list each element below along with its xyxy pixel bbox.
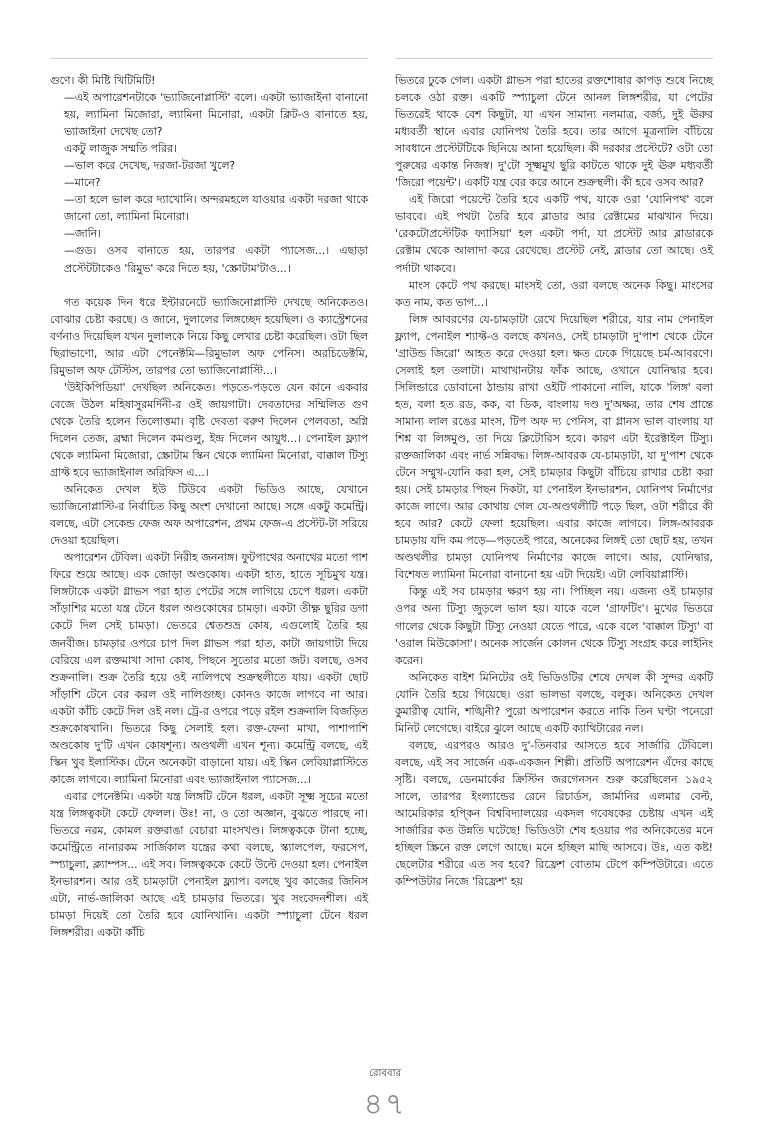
body-paragraph: 'উইকিপিডিয়া' দেখছিল অনিকেত। পড়তে-পড়তে যেন কানে একবার বেজে উঠল মহিষাসুরমর্দিনী-র ওই জায়গাটা। দেবতাদের সম্মিলিত গুণ থেকে তৈরি হলেন তিলোত্তমা। বৃষ্টি দেবতা বরুণ দিলেন পেলবতা, অগ্নি দিলেন তেজ, ব্রহ্মা দিলেন কমণ্ডলু, ইন্দ্র দিলেন আয়ুধ...। পেনাইল ফ্ল্যাপ থেকে ল্যামিনা মিজোরা, স্ক্রোটাম স্কিন থেকে ল্যামিনা মিনোরা, বাক্কাল টিস্যু গ্রাফ্ট হবে ভ্যাজাইনাল অরিফিস এ...। bbox=[50, 380, 368, 480]
dialogue-line: —তা হলে ভাল করে দ্যাখোনি। অন্দরমহলে যাওয়ার একটা দরজা থাকে জানো তো, ল্যামিনা মিনোরা। bbox=[64, 193, 368, 224]
body-paragraph: ভিতরে ঢুকে গেল। একটা গ্লাভস পরা হাতের রক্তশোষার কাপড় শুষে নিচ্ছে চলকে ওঠা রক্ত। একটি স্প্যাচুলা টেনে আনল লিঙ্গশরীর, যা পেটের ভিতরেই থাকে বেশ কিছুটা, যা এখন সামান্য নলমাত্র, বর্জ্য, দুই ঊরুর মধ্যবর্তী স্থানে এবার যোনিপথ তৈরি হবে। তার আগে মূত্রনালি বাঁচিয়ে সাবধানে প্রস্টেটটিকে ছিনিয়ে আনা হয়েছিল। কী দরকার প্রস্টেটে? ওটা তো পুরুষের একান্ত নিজস্ব। দু'টো সূক্ষ্মমুখ ছুরি কাটতে থাকে দুই ঊরু মধ্যবর্তী 'জিরো পয়েন্ট'। একটি যন্ত্র বের করে আনে শুক্রস্থলী। কী হবে ওসব আর? bbox=[395, 74, 713, 190]
body-paragraph: অনিকেত বাইশ মিনিটের ওই ভিডিওটির শেষে দেখল কী সুন্দর একটি যোনি তৈরি হয়ে গিয়েছে। ওরা ভালভা বলছে, বলুক। অনিকেত দেখল কুমারীত্ব যোনি, শঙ্খিনী? পুরো অপারেশন করতে নাকি তিন ঘণ্টা পনেরো মিনিট লেগেছে। বাইরে ঝুলে আছে একটি ক্যাথিটারের নল। bbox=[395, 670, 713, 735]
magazine-name: রোববার bbox=[369, 1068, 401, 1079]
body-paragraph: অপারেশন টেবিল। একটা নিরীহ জননাঙ্গ। ফুটপাথের অনাথের মতো পাশ ফিরে শুয়ে আছে। এক জোড়া অণ্ডকোষ। একটা হাত, হাতে সূচিমুখ যন্ত্র। লিঙ্গটাকে একটা গ্লাভস পরা হাত পেটের সঙ্গে লাগিয়ে চেপে ধরল। একটা সাঁড়াশির মতো যন্ত্র টেনে ধরল অণ্ডকোষের চামড়া। একটা তীক্ষ্ণ ছুরির ডগা কেটে দিল সেই চামড়া। ভেতরে শ্বেতশুভ্র কোষ, এগুলোই তৈরি হয় জনবীজ। চামড়ার ওপরে চাপ দিল গ্লাভস পরা হাত, কাটা জায়গাটা দিয়ে বেরিয়ে এল রক্তমাখা সাদা কোষ, পিছনে সুতোর মতো জট। বলছে, ওসব শুক্রনালি। শুক্র তৈরি হয়ে ওই নালিপথে শুক্রস্থলীতে যায়। একটা ছোট সাঁড়াশি টেনে বের করল ওই নালিগুচ্ছ। কোনও কাজে লাগবে না আর। একটা কাঁচি কেটে দিল ওই নল। ট্রে-র ওপরে পড়ে রইল শুক্রনালি বিজড়িত শুক্রকোষখানি। ভিতরে কিছু সেলাই হল। রক্ত-ফেনা মাখা, পাশাপাশি অণ্ডকোষ দু'টি এখন কোষশূন্য। অণ্ডথলী এখন শূন্য। কমেন্ট্রি বলছে, এই স্কিন খুব ইলাস্টিক। টেনে অনেকটা বাড়ানো যায়। এই স্কিন লেবিয়াপ্লাস্টিতে কাজে লাগবে। ল্যামিনা মিনোরা এবং ভ্যাজাইনাল প্যাসেজ...। bbox=[50, 551, 368, 786]
body-paragraph: কিন্তু এই সব চামড়ার ক্ষরণ হয় না। পিচ্ছিল নয়। এজন্য ওই চামড়ার ওপর অন্য টিস্যু জুড়লে ভাল হয়। যাকে বলে 'গ্রাফটিং'। মুখের ভিতরে গালের থেকে কিছুটা টিস্যু নেওয়া যেতে পারে, একে বলে 'বাক্কাল টিস্যু' বা 'ওরাল মিউকোসা'। অনেক সার্জেন কোলন থেকে টিস্যু সংগ্রহ করে লাইনিং করেন। bbox=[395, 585, 713, 667]
dialogue-line: —এই অপারেশনটাকে 'ভ্যাজিনোপ্লাস্টি' বলে। একটা ভ্যাজাইনা বানানো হয়, ল্যামিনা মিজোরা, ল্যামিনা মিনোরা, একটা ক্লিট-ও বানাতে হয়, ভ্যাজাইনা দেখেছ তো? bbox=[64, 91, 368, 139]
right-column bbox=[395, 72, 713, 890]
body-paragraph: গুণে। কী মিষ্টি খিটিমিটি! bbox=[50, 74, 156, 87]
dialogue-line: একটু লাজুক সম্মতি পরির। bbox=[64, 142, 177, 156]
page-number: ৪৭ bbox=[363, 1087, 407, 1122]
body-paragraph: এই জিরো পয়েন্টে তৈরি হবে একটি পথ, যাকে ওরা 'যোনিপথ' বলে ভাববে। এই পথটা তৈরি হবে ব্লাডার আর রেক্টামের মাঝখান দিয়ে। 'রেকটোপ্রস্টেটিক ফ্যাসিয়া' হল একটা পর্দা, যা প্রস্টেট আর ব্লাডারকে রেক্টাম থেকে আলাদা করে রেখেছে। প্রস্টেট নেই, ব্লাডার তো আছে। ওই পর্দাটা থাকবে। bbox=[395, 193, 713, 275]
dialogue-line: —মানে? bbox=[64, 176, 101, 190]
left-top-rule bbox=[50, 58, 368, 59]
body-paragraph: লিঙ্গ আবরণের যে-চামড়াটা রেখে দিয়েছিল শরীরে, যার নাম পেনাইল ফ্ল্যাপ, পেনাইল শ্যাফ্ট-ও বলছে কখনও, সেই চামড়াটা দু'পাশ থেকে টেনে 'গ্রাউন্ড জিরো' আহত করে দেওয়া হল। ক্ষত ঢেকে গিয়েছে চর্ম-আবরণে। সেলাই হল তলাটা। মাথাখানটায় ফাঁক আছে, ওখানে যোনিদ্বার হবে। সিলিন্ডারে ডোবানো ঠান্ডায় রাখা ওইটি পাকানো নালি, যাকে 'লিঙ্গ' বলা হত, বলা হত রড, কক, বা ডিক, বাংলায় দণ্ড দু'অক্ষর, তার শেষ প্রান্তে সামান্য লাল রঙের মাংস, টিপ অফ দ্য পেনিস, বা গ্লানস ভাল বাংলায় যা শিশ্ন বা লিঙ্গমুণ্ড, তা দিয়ে ক্লিটোরিস হবে। কারণ এটা ইরেক্টাইল টিস্যু। রক্তজালিকা এবং নার্ভ সন্নিবদ্ধ। লিঙ্গ-আবরক যে-চামড়াটা, যা দু'পাশ থেকে টেনে সম্মুখ-যোনি করা হল, সেই চামড়ার কিছুটা বাঁচিয়ে রাখার চেষ্টা করা হয়। সেই চামড়ার পিছন দিকটা, যা পেনাইল ইনভারশন, যোনিপথ নির্মাণের কাজে লাগে। আর কোথায় গেল যে-অণ্ডথলীটি পড়ে ছিল, ওটা শরীরে কী হবে আর? কেটে ফেলা হয়েছিল। এবার কাজে লাগবে। লিঙ্গ-আবরক চামড়ায় যদি কম পড়ে—পড়তেই পারে, অনেকের লিঙ্গই তো ছোট হয়, তখন অণ্ডথলীর চামড়া যোনিপথ নির্মাণের কাজে লাগে। আর, যোনিদ্বার, বিশেষত ল্যামিনা মিনোরা বানানো হয় এটা দিয়েই। এটা লেবিয়াপ্লাস্টি। bbox=[395, 312, 713, 582]
left-column bbox=[50, 72, 368, 941]
body-paragraph: মাংস কেটে পথ করছে। মাংসই তো, ওরা বলছে অনেক কিছু। মাংসের কত নাম, কত ভাগ...। bbox=[395, 278, 713, 309]
body-paragraph: এবার পেনেক্টমি। একটা যন্ত্র লিঙ্গটি টেনে ধরল, একটা সূক্ষ্ম সূচের মতো যন্ত্র লিঙ্গত্বকটা কেটে ফেলল। উঃ! না, ও তো অজ্ঞান, বুঝতে পারছে না। ভিতরে নরম, কোমল রক্তরাঙা বেচারা মাংসখণ্ড। লিঙ্গত্বককে টানা হচ্ছে, কমেন্ট্রিতে নানারকম সার্জিকাল যন্ত্রের কথা বলছে, স্ক্যালপেল, ফরসেপ, স্প্যাচুলা, ক্ল্যাম্পস... এই সব। লিঙ্গত্বককে কেটে উল্টে দেওয়া হল। পেনাইল ইনভারশন। আর ওই চামড়াটা পেনাইল ফ্ল্যাপ। বলছে খুব কাজের জিনিস এটা, নার্ভ-জালিকা আছে এই চামড়ার ভিতরে। খুব সংবেদনশীল। এই চামড়া দিয়েই তো তৈরি হবে যোনিখানি। একটা স্প্যাচুলা টেনে ধরল লিঙ্গশরীর। একটা কাঁচি bbox=[50, 789, 368, 940]
dialogue-line: —জানি। bbox=[64, 227, 101, 241]
dialogue-line: —গুড। ওসব বানাতে হয়, তারপর একটা প্যাসেজ...। এছাড়া প্রস্টেটটাকেও 'রিমুভ' করে দিতে হয়, 'স্ক্রোটাম'টাও...। bbox=[64, 244, 368, 275]
body-paragraph: বলছে, এরপরও আরও দু'-তিনবার আসতে হবে সার্জারি টেবিলে। বলছে, এই সব সার্জেন এক-একজন শিল্পী। প্রতিটি অপারেশন এঁদের কাছে সৃষ্টি। বলছে, ডেনমার্কের ক্রিস্টিন জরগেনসন শুরু করেছিলেন ১৯৫২ সালে, তারপর ইংল্যান্ডের রেনে রিচার্ডস, জার্মানির এলমার বেল্ট, আমেরিকার হপ্কিন বিশ্ববিদ্যালয়ের একদল গবেষকের চেষ্টায় এখন এই সার্জারির কত উন্নতি ঘটেছে! ভিডিওটা শেষ হওয়ার পর অনিকেতের মনে হচ্ছিল স্ক্রিনে রক্ত লেগে আছে। মনে হচ্ছিল মাছি আসবে। উঃ, এত কষ্ট! ছেলেটার শরীরে এত সব হবে? রিফ্রেশ বোতাম টেপে কম্পিউটারে। এতে কম্পিউটার নিজে 'রিফ্রেশ' হয় bbox=[395, 738, 713, 889]
dialogue-line: —ভাল করে দেখেছ, দরজা-টরজা খুলে? bbox=[64, 159, 236, 173]
paragraph-gap bbox=[50, 277, 368, 294]
body-paragraph: গত কয়েক দিন ধরে ইন্টারনেটে ভ্যাজিনোপ্লাস্টি দেখছে অনিকেতও। বোঝার চেষ্টা করছে। ও জানে, দুলালের লিঙ্গচ্ছেদ হয়েছিল। ও ক্যাস্ট্রেশনের বর্ণনাও দিয়েছিল যখন দুলালকে নিয়ে কিছু লেখার চেষ্টা করেছিল। ওটা ছিল ছিরাভাণো, আর এটা পেনেক্টমি—রিমুভাল অফ পেনিস। অরচিডেক্টমি, রিমুভাল অফ টেস্টিস, তারপর তো ভ্যাজিনোপ্লাস্টি...। bbox=[50, 295, 368, 377]
body-paragraph: অনিকেত দেখল ইউ টিউবে একটা ভিডিও আছে, যেখানে ভ্যাজিনোপ্লাস্টি-র নির্বাচিত কিছু অংশ দেখানো আছে। সঙ্গে একটু কমেন্ট্রি। বলছে, এটা সেকেন্ড ফেজ অফ অপারেশন, প্রথম ফেজ-এ প্রস্টেট-টা সরিয়ে দেওয়া হয়েছিল। bbox=[50, 483, 368, 548]
right-top-rule bbox=[395, 58, 713, 59]
